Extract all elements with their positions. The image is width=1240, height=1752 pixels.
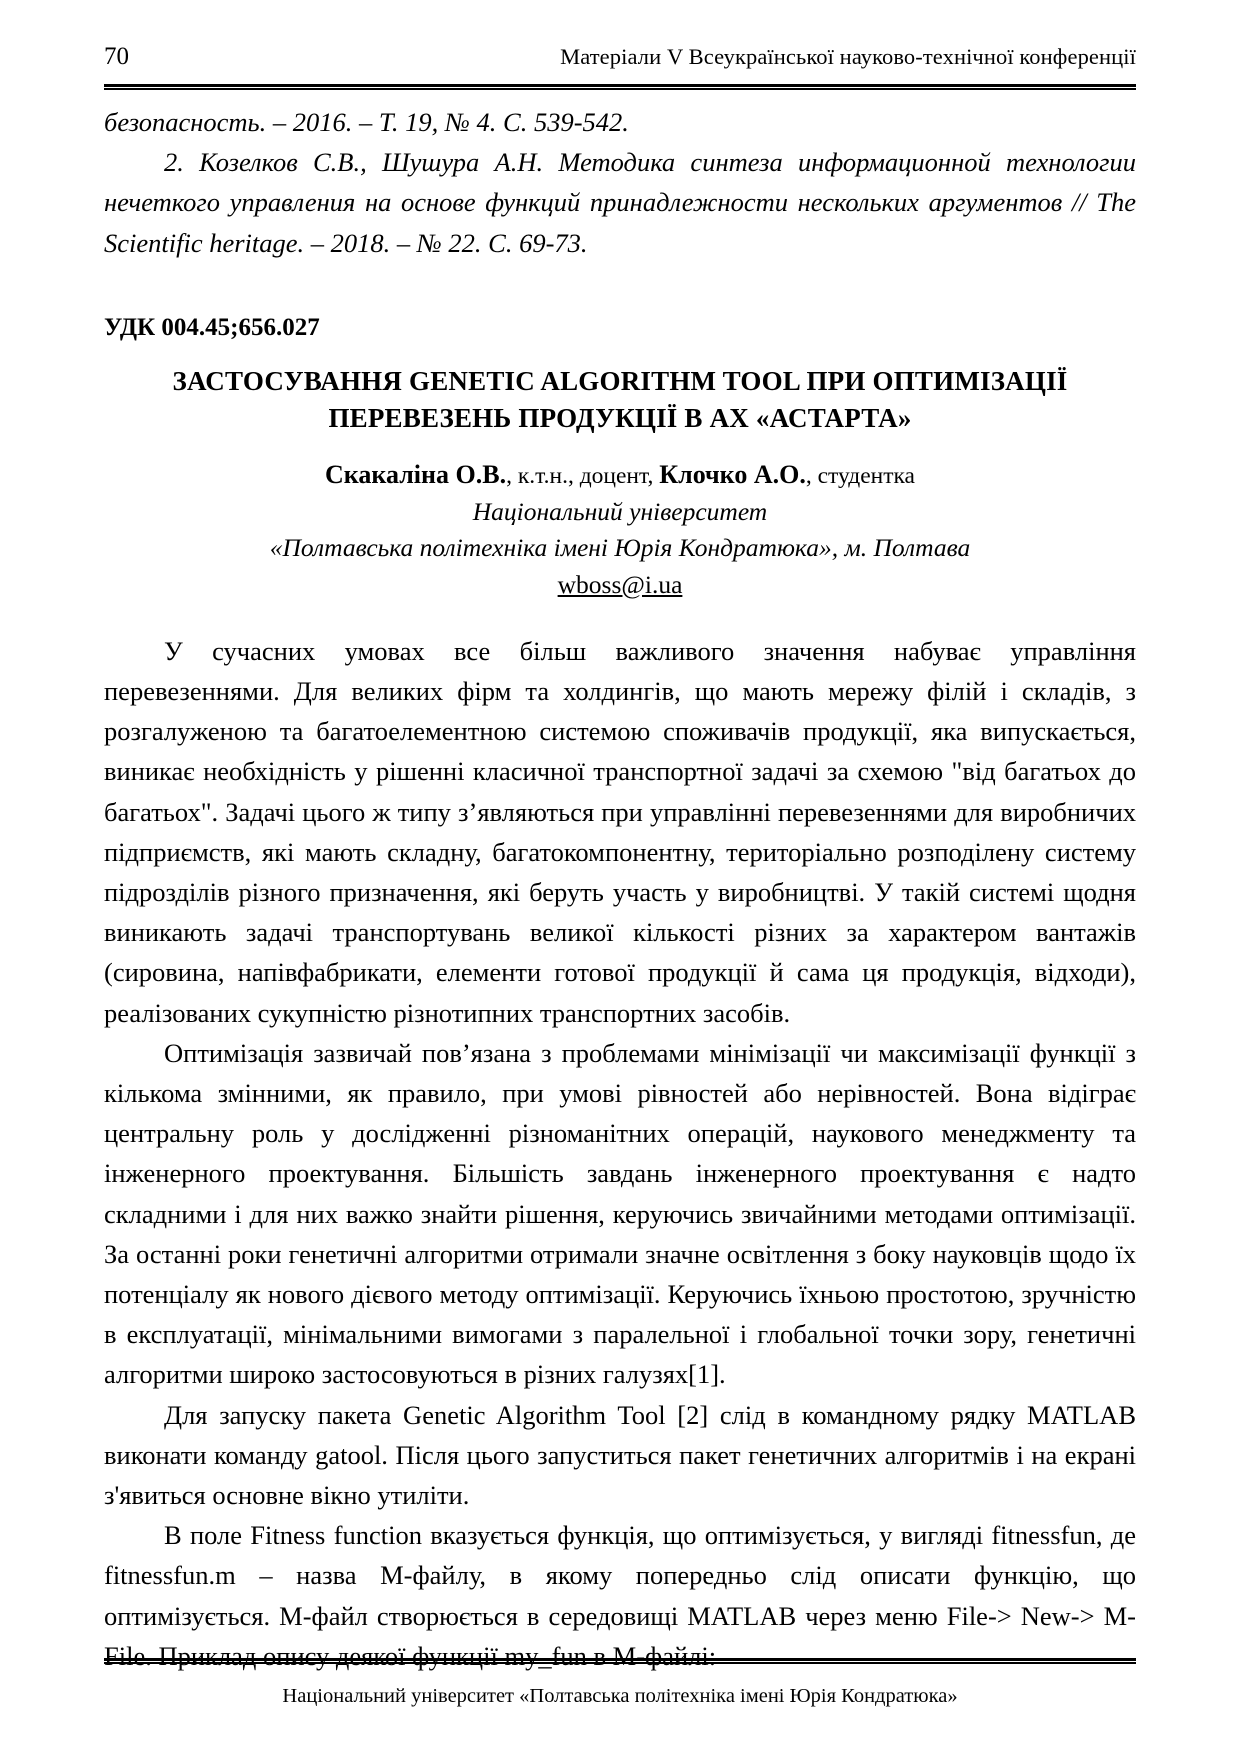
affiliation-line-2: «Полтавська політехніка імені Юрія Кондратюка», м. Полтава <box>269 532 971 562</box>
author-name-1: Скакаліна О.В. <box>325 459 507 489</box>
author-rank-2: , студентка <box>805 462 915 489</box>
running-head <box>104 42 1136 76</box>
spacer <box>104 603 1136 631</box>
author-list <box>104 437 1136 494</box>
footer-rule <box>104 1658 1136 1664</box>
author-rank-1: , к.т.н., доцент, <box>506 462 660 489</box>
page-number: 70 <box>104 43 129 70</box>
author-name-2: Клочко А.О. <box>659 459 806 489</box>
page-footer: Національний університет «Полтавська політехніка імені Юрія Кондратюка» <box>282 1685 958 1707</box>
udk-code: УДК 004.45;656.027 <box>104 313 320 341</box>
page-content <box>104 102 1136 1676</box>
paper-title-line-1: ЗАСТОСУВАННЯ GENETIC ALGORITHM TOOL ПРИ ОПТИМІЗАЦІЇ <box>172 365 1068 396</box>
email-link[interactable]: wboss@i.ua <box>557 569 683 599</box>
body-paragraph-2: Оптимізація зазвичай пов’язана з проблемами мінімізації чи максимізації функції з кількома змінними, як правило, при умові рівностей або нерівностей. Вона відіграє центральну роль у дослідженні різноманітних операцій, наукового менеджменту та інженерного проектування. Більшість завдань інженерного проектування є надто складними і для них важко знайти рішення, керуючись звичайними методами оптимізації. За останні роки генетичні алгоритми отримали значне освітлення з боку науковців щодо їх потенціалу як нового дієвого методу оптимізації. Керуючись їхньою простотою, зручністю в експлуатації, мінімальними вимогами з паралельної і глобальної точки зору, генетичні алгоритми широко застосовуються в різних галузях[1]. <box>104 1037 1136 1390</box>
reference-item-2: 2. Козелков С.В., Шушура А.Н. Методика синтеза информационной технологии нечеткого управления на основе функций принадлежности нескольких аргументов // The Scientific heritage. – 2018. – № 22. С. 69-73. <box>104 147 1136 258</box>
header-rule <box>104 84 1136 90</box>
body-paragraph-1: У сучасних умовах все більш важливого значення набуває управління перевезеннями. Для великих фірм та холдингів, що мають мережу філій і складів, з розгалуженою та багатоелементною системою споживачів продукції, яка випускається, виникає необхідність у рішенні класичної транспортної задачі за схемою "від багатьох до багатьох". Задачі цього ж типу з’являються при управлінні перевезеннями для виробничих підприємств, які мають складну, багатокомпонентну, територіально розподілену систему підрозділів різного призначення, які беруть участь у виробництві. У такій системі щодня виникають задачі транспортувань великої кількості різних за характером вантажів (сировина, напівфабрикати, елементи готової продукції й сама ця продукція, відходи), реалізованих сукупністю різнотипних транспортних засобів. <box>104 635 1136 1028</box>
affiliation-line-1: Національний університет <box>472 496 768 526</box>
paper-title <box>104 345 1136 437</box>
running-head-title: Матеріали V Всеукраїнської науково-технічної конференції <box>560 44 1136 69</box>
contact-email-line <box>104 566 1136 603</box>
paper-title-line-2: ПЕРЕВЕЗЕНЬ ПРОДУКЦІЇ В АХ «АСТАРТА» <box>328 402 912 433</box>
reference-continuation: безопасность. – 2016. – Т. 19, № 4. С. 539-542. <box>104 107 629 137</box>
body-paragraph-4: В поле Fitness function вказується функція, що оптимізується, у вигляді fitnessfun, де fitnessfun.m – назва М-файлу, в якому попередньо слід описати функцію, що оптимізується. М-файл створюється в середовищі MATLAB через меню File-> New-> M-File. Приклад опису деякої функції my_fun в М-файлі: <box>104 1520 1136 1671</box>
body-paragraph-3: Для запуску пакета Genetic Algorithm Tool [2] слід в командному рядку MATLAB виконати команду gatool. Після цього запуститься пакет генетичних алгоритмів і на екрані з'явиться основне вікно утиліти. <box>104 1399 1136 1511</box>
